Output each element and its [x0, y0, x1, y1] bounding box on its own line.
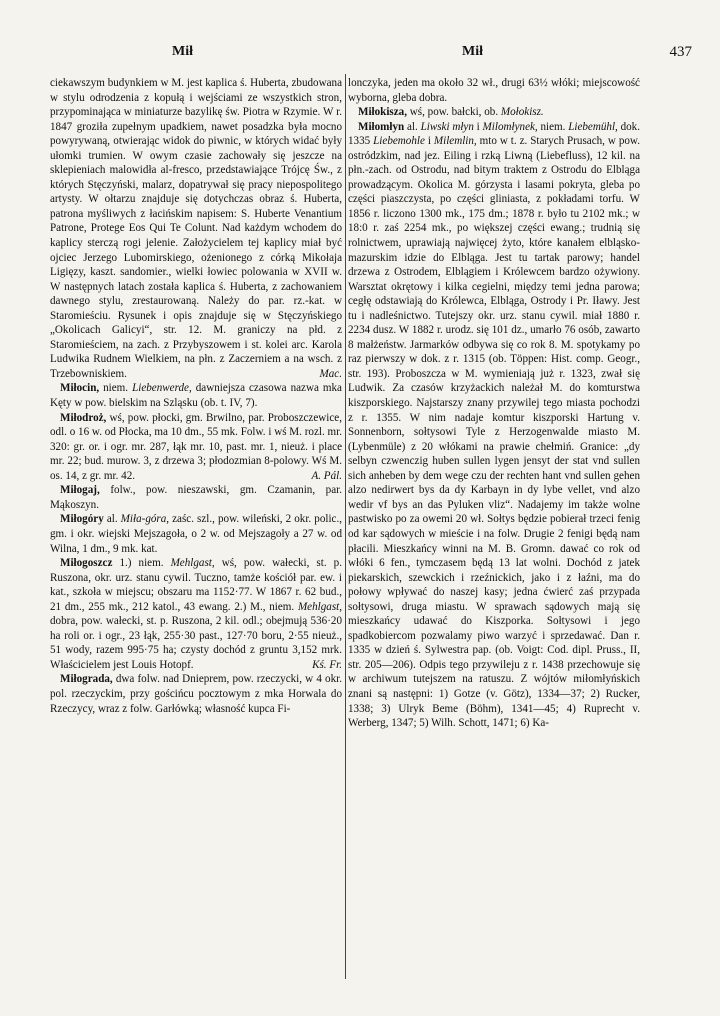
entry-italic: Milemlin,	[433, 135, 477, 148]
entry-text: i	[424, 135, 434, 148]
entry-milodroz	[50, 411, 342, 484]
entry-milogoszcz	[50, 556, 342, 672]
entry-headword: Miłodroż,	[60, 411, 107, 424]
entry-text: wś, pow. bałcki, ob.	[407, 106, 501, 119]
entry-text: wś, pow. płocki, gm. Brwilno, par. Proboszczewice, odl. o 16 w. od Płocka, ma 10 dm., 55 mk. Folw. i wś M. rozl. mr. 320: gr. or. i ogr. mr. 287, łąk mr. 10, past. mr. 1, nieuż. i place mr. 22; bud. murow. 3, z drzewa 3; płodozmian 8-polowy. Wś M. os. 14, z gr. mr. 42.	[50, 411, 342, 482]
entry-italic: Milomłynek,	[482, 120, 538, 133]
entry-italic: Mołokisz.	[500, 106, 544, 119]
entry-continuation	[348, 76, 640, 105]
entry-text: mto w t. z. Starych Prusach, w pow. ostródzkim, nad jez. Eiling i rzką Liwną (Liebefluss), 12 kil. na płn.-zach. od Ostrodu, nad bitym traktem z Ostrodu do Elbląga prowadzącym. Okolica M. górzysta i lasami pokryta, gleba po części piaszczysta, po części gliniasta, z pokładami torfu. W 1856 r. liczono 1300 mk., 175 dm.; 1878 r. było tu 2102 mk.; w 18:0 r. zaś 2254 mk., po większej części ewang.; trudnią się rolnictwem, uprawiają najwięcej żyto, które kanałem elbląsko-mazurskim idzie do Elbląga. Jest tu tartak parowy; handel drzewa z Ostrodem, Elblągiem i Królewcem bardzo ożywiony. Warsztat okrętowy i kilka cegielni, między temi jedna parowa; cegłę odstawiają do Królewca, Elbląga, Ostrody i Pr. Iławy. Jest tu i nadleśnictwo. Tutejszy okr. urz. stanu cywil. miał 1880 r. 2234 dusz. W 1882 r. urodz. się 101 dz., umarło 76 osób, zawarto 8 małżeństw. Jarmarków odbywa się co rok 8. M. spotykamy po raz pierwszy w dok. z r. 1315 (ob. Töppen: Hist. comp. Geogr., str. 193). Proboszcza w M. wymieniają już r. 1323, zwał się Ludwik. Za czasów krzyżackich należał M. do komturstwa kiszporskiego. Najstarszy znany przywilej tego miasta pochodzi z r. 1355. W nim nadaje komtur kiszporski Hartung v. Sonnenborn, sołtysowi Tyle z Herzogenwalde miasto M. (Lybenmüle) z 20 włókami na prawie chełmiń. Granice: „dy selbyn czwenczig huben sullen lygen jensyt der stat vnd sullen sich anheben by dem wege czu der rechten hant vnd sullen gehen alzo nedirwert bys da dy Karbayn in dy lybe vellet, vnd alzo wedir vf bys an das Pyluken vliz“. Nadajemy im także wolne pastwisko po za owemi 20 wł. Sołtys będzie pobierał trzeci fenig od kar sądowych w mieście i na folw. Drugie 2 fenigi będą nam płacili. Mieszkańcy winni na M. B. Gromn. dawać co rok od włóki 6 fen., tymczasem będą 13 lat wolni. Dochód z jatek piekarskich, szewckich i rzeźnickich, jako i z łaźni, ma do połowy wpływać do naszej kasy; jedna ćwierć zaś przypada sołtysowi, druga miastu. W sprawach sądowych mają się mieszkańcy udawać do Kiszporka. Sołtysowi i jego spadkobiercom pozwalamy piwo warzyć i sprzedawać. Dan r. 1335 w dzień ś. Sylwestra pap. (ob. Voigt: Cod. dipl. Pruss., II, str. 205—206). Odpis tego przywileju z r. 1438 przechowuje się w archiwum tutejszem na ratuszu. Z wójtów miłomłyńskich znani są następni: 1) Gotze (v. Götz), 1334—37; 2) Rucker, 1338; 3) Ulryk Beme (Böhm), 1341—45; 4) Ruprecht v. Werberg, 1347; 5) Wilh. Schott, 1471; 6) Ka-	[348, 135, 640, 730]
column-divider	[345, 74, 346, 979]
entry-headword: Miłogaj,	[60, 484, 100, 497]
entry-milogaj	[50, 483, 342, 512]
author-signature: Kś. Fr.	[312, 658, 342, 671]
right-column	[348, 76, 640, 731]
entry-text: lonczyka, jeden ma około 32 wł., drugi 63½ włóki; miejscowość wyborna, gleba dobra.	[348, 77, 640, 104]
entry-headword: Miłogóry	[60, 513, 104, 526]
author-signature: Mac.	[319, 367, 342, 380]
entry-text: dwa folw. nad Dnieprem, pow. rzeczycki, w 4 okr. pol. rzeczyckim, przy gościńcu pocztowym z mka Horwala do Rzeczycy, wraz z folw. Garłówką; własność kupca Fi-	[50, 673, 342, 715]
entry-text: al.	[103, 513, 121, 526]
entry-text: zaśc. szl., pow. wileński, 2 okr. polic., gm. i okr. wiejski Mejszagoła, o 2 w. od Mejszagoły a 27 w. od Wilna, 1 dm., 9 mk. kat.	[50, 513, 343, 555]
entry-text: dobra, pow. wałecki, st. p. Ruszona, 2 kil. odl.; obejmują 536·20 ha roli or. i ogr., 23 łąk, 255·30 past., 127·70 boru, 2·55 nieuż., 51 wody, razem 995·75 ha; czysty dochód z gruntu 3,152 mrk. Właścicielem jest Louis Hotopf.	[50, 615, 342, 671]
entry-text: niem.	[99, 382, 133, 395]
page-header	[52, 44, 692, 64]
entry-text: i	[473, 120, 483, 133]
entry-text: dok. 1335	[348, 120, 641, 148]
entry-milokisza	[348, 105, 640, 120]
entry-headword: Miłogoszcz	[60, 557, 113, 570]
page-number: 437	[669, 44, 692, 60]
entry-text: ciekawszym budynkiem w M. jest kaplica ś. Huberta, zbudowana w stylu odrodzenia z kopułą i wejściami ze wszystkich stron, przypominająca w miniaturze bazylikę św. Piotra w Rzymie. W r. 1847 groziła zupełnym upadkiem, nawet posadzka była mocno powyrywaną, otwierając widok do piwnic, w których widać były ułomki trumien. W owym czasie zachowały się jeszcze na sklepieniach malowidła al-fresco, przedstawiające Trójcę Św., z których Stęczyński, malarz, dopatrywał się pracy niepospolitego artysty. W ołtarzu znajduje się dotychczas obraz ś. Huberta, patrona myśliwych z łacińskim napisem: S. Huberte Venantium Patrone, Protege Eos Qui Te Colunt. Nad każdym wchodem do kaplicy sterczą rogi jelenie. Założycielem tej kaplicy miał być ojciec Jerzego Lubomirskiego, ożenionego z córką Mikołaja Ligięzy, kaszt. sandomier., wielki łowiec polowania w XVII w. W następnych latach została kaplica ś. Huberta, z zachowaniem dawnego stylu, zrestaurowaną. Należy do par. rz.-kat. w Staromieściu. Rysunek i opis znajduje się w Stęczyńskiego „Okolicach Galicyi“, str. 12. M. graniczy na płd. z Staromieściem, na zach. z Przybyszowem i st. kolei arc. Karola Ludwika Rudnem Wielkiem, na płn. z Zaczerniem a na wsch. z Trzebowniskiem.	[50, 77, 342, 380]
entry-italic: Liebemohle	[373, 135, 425, 148]
entry-text: 1.) niem.	[112, 557, 171, 570]
entry-text: folw., pow. nieszawski, gm. Czamanin, par. Mąkoszyn.	[50, 484, 342, 511]
entry-text: dawniejsza czasowa nazwa mka Kęty w pow. bielskim na Szląsku (ob. t. IV, 7).	[50, 382, 342, 410]
left-column	[50, 76, 342, 716]
author-signature: A. Pál.	[311, 469, 342, 482]
entry-text: wś, pow. wałecki, st. p. Ruszona, okr. urz. stanu cywil. Tuczno, tamże kościół par. ew. i kat., szkoła w miejscu; obszaru ma 1152·77. W 1867 r. 62 bud., 21 dm., 255 mk., 212 katol., 43 ewang. 2.) M., niem.	[50, 557, 342, 613]
entry-italic: Mehlgast,	[297, 600, 342, 613]
entry-italic: Liebenwerde,	[132, 382, 192, 395]
running-head-left: Mił	[172, 44, 193, 59]
entry-italic: Mehlgast,	[170, 557, 215, 570]
entry-headword: Miłomłyn	[358, 120, 405, 133]
entry-headword: Miłograda,	[60, 673, 113, 686]
entry-text: al.	[404, 120, 421, 133]
entry-italic: Liebemühl,	[568, 120, 618, 133]
entry-text: niem.	[537, 120, 569, 133]
entry-italic: Liwski młyn	[420, 120, 474, 133]
entry-milomlyn	[348, 120, 640, 731]
running-head-center: Mił	[462, 44, 483, 59]
entry-italic: Miła-góra,	[120, 513, 170, 526]
entry-headword: Miłokisza,	[358, 106, 407, 119]
entry-headword: Miłocin,	[60, 382, 100, 395]
entry-milogory	[50, 512, 342, 556]
entry-milograda	[50, 672, 342, 716]
entry-continuation	[50, 76, 342, 381]
entry-milocin	[50, 381, 342, 410]
